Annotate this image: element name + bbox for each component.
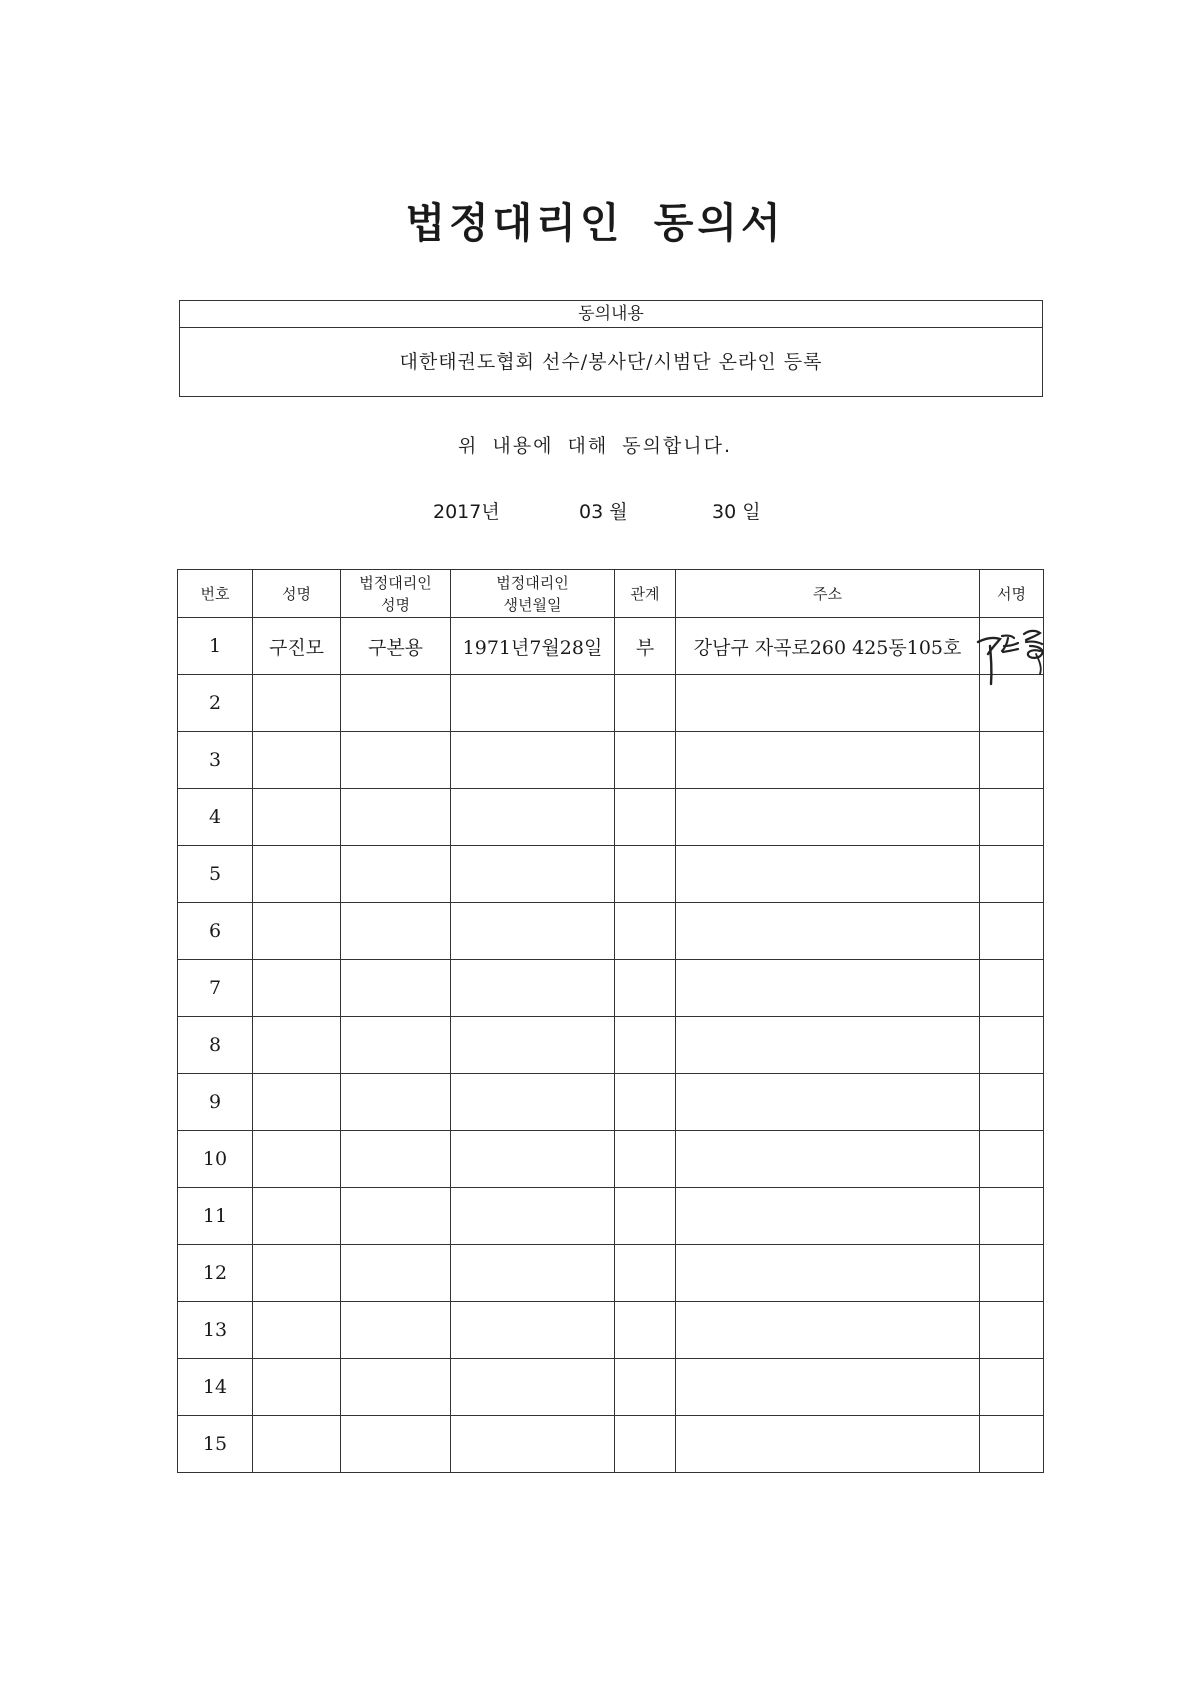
table-row <box>178 789 1044 846</box>
date-year: 2017년 <box>433 501 500 523</box>
cell-rep-birth <box>451 1302 615 1359</box>
cell-name <box>253 1416 341 1473</box>
cell-relation <box>615 960 676 1017</box>
cell-no: 10 <box>178 1131 253 1188</box>
cell-address <box>676 903 980 960</box>
cell-relation: 부 <box>615 618 676 675</box>
cell-no: 11 <box>178 1188 253 1245</box>
cell-relation <box>615 903 676 960</box>
cell-address <box>676 1074 980 1131</box>
cell-no: 7 <box>178 960 253 1017</box>
table-row <box>178 618 1044 675</box>
cell-relation <box>615 1416 676 1473</box>
consent-box <box>179 300 1043 397</box>
cell-rep-name <box>341 846 451 903</box>
cell-name <box>253 1188 341 1245</box>
header-relation: 관계 <box>615 570 676 618</box>
cell-name <box>253 1074 341 1131</box>
cell-signature <box>980 903 1044 960</box>
table-header-row <box>178 570 1044 618</box>
cell-no: 6 <box>178 903 253 960</box>
cell-signature <box>980 1302 1044 1359</box>
date-day: 30 일 <box>712 501 761 523</box>
cell-rep-name <box>341 903 451 960</box>
cell-rep-birth <box>451 1131 615 1188</box>
cell-relation <box>615 789 676 846</box>
header-rep-birth: 법정대리인 생년월일 <box>451 570 615 618</box>
registration-table <box>177 569 1044 1473</box>
cell-relation <box>615 1245 676 1302</box>
cell-relation <box>615 1017 676 1074</box>
table-row <box>178 1188 1044 1245</box>
cell-signature <box>980 960 1044 1017</box>
table-row <box>178 1245 1044 1302</box>
consent-content: 대한태권도협회 선수/봉사단/시범단 온라인 등록 <box>399 351 823 373</box>
table-row <box>178 1302 1044 1359</box>
cell-rep-name <box>341 675 451 732</box>
cell-rep-name <box>341 1302 451 1359</box>
table-row <box>178 1416 1044 1473</box>
table-row <box>178 1359 1044 1416</box>
cell-no: 3 <box>178 732 253 789</box>
cell-signature <box>980 846 1044 903</box>
cell-signature <box>980 789 1044 846</box>
table-row <box>178 1074 1044 1131</box>
cell-rep-birth <box>451 1245 615 1302</box>
header-signature: 서명 <box>980 570 1044 618</box>
cell-signature <box>980 618 1044 675</box>
cell-name <box>253 1245 341 1302</box>
cell-rep-birth <box>451 1074 615 1131</box>
table-row <box>178 675 1044 732</box>
cell-rep-birth: 1971년7월28일 <box>451 618 615 675</box>
cell-rep-name <box>341 1245 451 1302</box>
cell-rep-name <box>341 732 451 789</box>
cell-address <box>676 1359 980 1416</box>
cell-rep-name <box>341 1188 451 1245</box>
cell-relation <box>615 1131 676 1188</box>
cell-address <box>676 960 980 1017</box>
cell-signature <box>980 1416 1044 1473</box>
document-title: 법정대리인 동의서 <box>405 199 785 247</box>
cell-rep-birth <box>451 1017 615 1074</box>
cell-no: 2 <box>178 675 253 732</box>
cell-signature <box>980 1131 1044 1188</box>
cell-no: 14 <box>178 1359 253 1416</box>
cell-rep-name <box>341 789 451 846</box>
cell-signature <box>980 1245 1044 1302</box>
cell-no: 8 <box>178 1017 253 1074</box>
cell-rep-birth <box>451 675 615 732</box>
cell-rep-name <box>341 1131 451 1188</box>
table-row <box>178 732 1044 789</box>
cell-signature <box>980 1017 1044 1074</box>
header-name: 성명 <box>253 570 341 618</box>
cell-relation <box>615 1359 676 1416</box>
cell-relation <box>615 846 676 903</box>
cell-relation <box>615 1188 676 1245</box>
cell-signature <box>980 732 1044 789</box>
cell-no: 4 <box>178 789 253 846</box>
cell-address <box>676 1302 980 1359</box>
cell-rep-name <box>341 960 451 1017</box>
header-no: 번호 <box>178 570 253 618</box>
cell-rep-name: 구본용 <box>341 618 451 675</box>
cell-rep-birth <box>451 1359 615 1416</box>
header-rep-name: 법정대리인 성명 <box>341 570 451 618</box>
cell-rep-name <box>341 1416 451 1473</box>
cell-name <box>253 1359 341 1416</box>
cell-name <box>253 1017 341 1074</box>
cell-address <box>676 1245 980 1302</box>
cell-address <box>676 1188 980 1245</box>
cell-address <box>676 789 980 846</box>
cell-rep-birth <box>451 846 615 903</box>
cell-signature <box>980 1074 1044 1131</box>
cell-no: 13 <box>178 1302 253 1359</box>
cell-signature <box>980 1359 1044 1416</box>
cell-no: 9 <box>178 1074 253 1131</box>
cell-no: 15 <box>178 1416 253 1473</box>
cell-rep-birth <box>451 732 615 789</box>
cell-no: 12 <box>178 1245 253 1302</box>
cell-rep-birth <box>451 1416 615 1473</box>
cell-rep-birth <box>451 903 615 960</box>
cell-address: 강남구 자곡로260 425동105호 <box>676 618 980 675</box>
cell-relation <box>615 675 676 732</box>
cell-relation <box>615 1074 676 1131</box>
cell-rep-birth <box>451 1188 615 1245</box>
cell-name <box>253 903 341 960</box>
cell-rep-name <box>341 1359 451 1416</box>
cell-no: 1 <box>178 618 253 675</box>
cell-name <box>253 675 341 732</box>
agreement-statement: 위 내용에 대해 동의합니다. <box>457 435 733 457</box>
cell-name <box>253 1131 341 1188</box>
table-row <box>178 1131 1044 1188</box>
cell-address <box>676 1131 980 1188</box>
cell-rep-birth <box>451 960 615 1017</box>
cell-address <box>676 846 980 903</box>
cell-name <box>253 789 341 846</box>
cell-address <box>676 1416 980 1473</box>
header-address: 주소 <box>676 570 980 618</box>
cell-signature <box>980 675 1044 732</box>
cell-name: 구진모 <box>253 618 341 675</box>
cell-rep-birth <box>451 789 615 846</box>
cell-address <box>676 732 980 789</box>
consent-header: 동의내용 <box>180 301 1042 328</box>
table-row <box>178 1017 1044 1074</box>
table-row <box>178 960 1044 1017</box>
date-month: 03 월 <box>579 501 628 523</box>
cell-name <box>253 846 341 903</box>
cell-address <box>676 1017 980 1074</box>
table-row <box>178 903 1044 960</box>
table-body <box>178 618 1044 1473</box>
cell-name <box>253 1302 341 1359</box>
table-row <box>178 846 1044 903</box>
cell-name <box>253 960 341 1017</box>
cell-no: 5 <box>178 846 253 903</box>
cell-rep-name <box>341 1074 451 1131</box>
cell-name <box>253 732 341 789</box>
cell-signature <box>980 1188 1044 1245</box>
cell-relation <box>615 732 676 789</box>
cell-relation <box>615 1302 676 1359</box>
cell-rep-name <box>341 1017 451 1074</box>
cell-address <box>676 675 980 732</box>
